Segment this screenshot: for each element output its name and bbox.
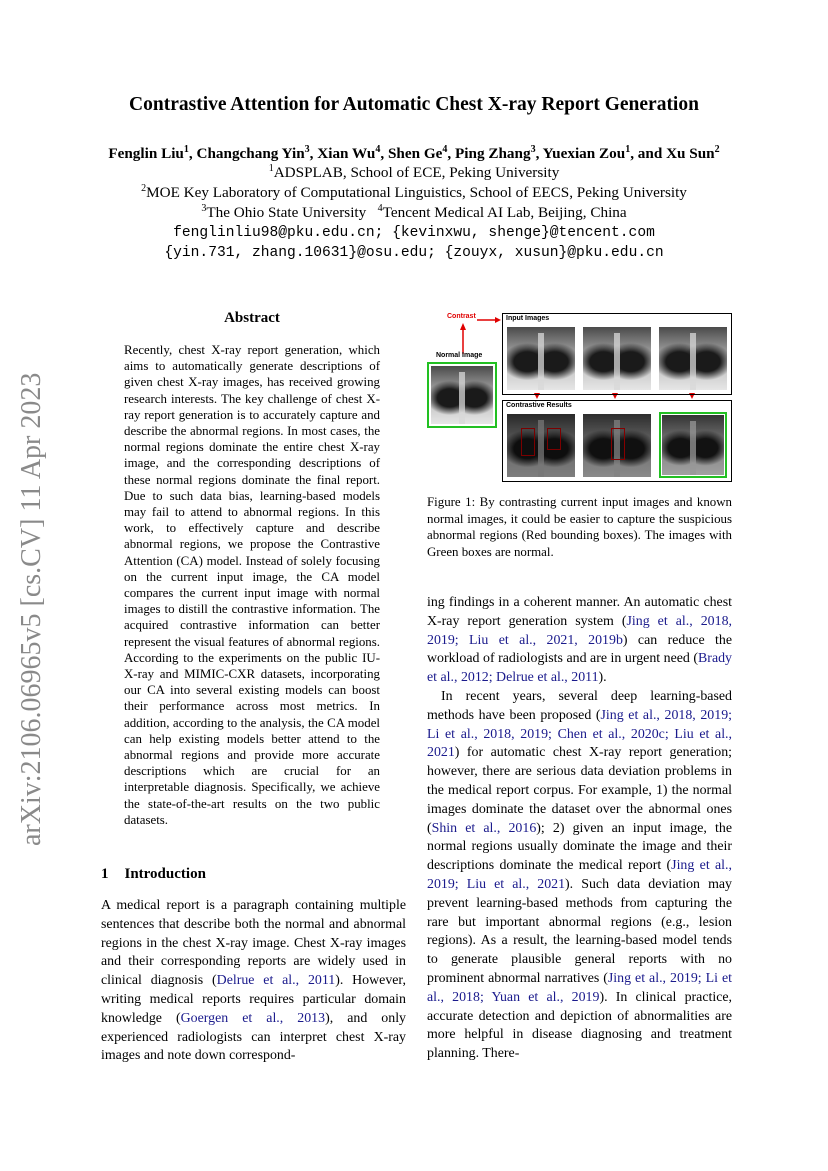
section-heading: [101, 866, 222, 883]
abnormal-box: [547, 428, 561, 450]
normal-xray-image: [431, 366, 493, 424]
affiliation-3-4: $^3$The Ohio State University $^4$Tencent Medical AI Lab, Beijing, China: [201, 202, 627, 221]
author-affiliation-mark: 4: [375, 143, 381, 155]
author-name: Ping Zhang: [455, 145, 531, 162]
affiliation-2: $^2$MOE Key Laboratory of Computational Linguistics, School of EECS, Peking University: [141, 182, 687, 201]
contrast-label: Contrast: [447, 313, 476, 320]
citation-link[interactable]: Jing et al., 2019; Liu et al., 2021: [427, 858, 732, 892]
intro-paragraph-2: In recent years, several deep learning-based methods have been proposed (Jing et al., 2018, 2019; Li et al., 2018, 2019; Chen et al., 2020c; Liu et al., 2021) for automatic chest X-ray report generation; however, there are serious data deviation problems in the medical report corpus. For example, 1) the normal images dominate the dataset over the abnormal ones (Shin et al., 2016); 2) given an input image, the normal regions usually dominate the image and their descriptions dominate the medical report (Jing et al., 2019; Liu et al., 2021). Such data deviation may prevent learning-based methods from capturing the rare but important abnormal regions (e.g., lesion regions). As a result, the learning-based model tends to generate plausible general reports with no prominent abnormal narratives (Jing et al., 2019; Li et al., 2018; Yuan et al., 2019). In clinical practice, accurate detection and depiction of abnormalities are more helpful in disease diagnosing and treatment planning. There-: [427, 688, 733, 1062]
result-xray-3: [662, 415, 724, 475]
paper-title: Contrastive Attention for Automatic Chest X-ray Report Generation: [129, 94, 699, 115]
author-name: Xian Wu: [317, 145, 376, 162]
input-xray-2: [583, 327, 651, 390]
author-affiliation-mark: 4: [442, 143, 448, 155]
citation-link[interactable]: Jing et al., 2018, 2019; Li et al., 2018, 2019; Chen et al., 2020c; Liu et al., 2021: [427, 707, 733, 761]
email-line-1: fenglinliu98@pku.edu.cn; {kevinxwu, shenge}@tencent.com: [173, 225, 655, 241]
citation-link[interactable]: Goergen et al., 2013: [180, 1010, 326, 1026]
citation-link[interactable]: Jing et al., 2018, 2019; Liu et al., 2021, 2019b: [427, 613, 732, 648]
affiliation-1: $^1$ADSPLAB, School of ECE, Peking University: [268, 162, 560, 181]
author-affiliation-mark: 3: [304, 143, 310, 155]
intro-paragraph-1-continued: ing findings in a coherent manner. An automatic chest X-ray report generation system (Jing et al., 2018, 2019; Liu et al., 2021, 2019b) can reduce the workload of radiologists and are in urgent need (Brady et al., 2012; Delrue et al., 2011).: [427, 595, 732, 686]
input-xray-1: [507, 327, 575, 390]
normal-result-frame: [659, 412, 727, 478]
normal-image-label: Normal Image: [436, 352, 483, 359]
author-affiliation-mark: 2: [714, 143, 720, 155]
author-affiliation-mark: 3: [530, 143, 536, 155]
citation-link[interactable]: Brady et al., 2012; Delrue et al., 2011: [427, 651, 732, 686]
author-affiliation-mark: 1: [625, 143, 631, 155]
left-column-text: [101, 897, 406, 1066]
abstract-heading: Abstract: [224, 310, 280, 326]
author-name: Fenglin Liu: [108, 145, 184, 162]
section-title: Introduction: [124, 866, 206, 882]
result-xray-1: [507, 414, 575, 477]
intro-paragraph-1: A medical report is a paragraph containing multiple sentences that describe both the normal and abnormal regions in the chest X-ray image. Chest X-ray images and their corresponding reports are widely used in clinical diagnosis (Delrue et al., 2011). However, writing medical reports requires particular domain knowledge (Goergen et al., 2013), and only experienced radiologists can interpret chest X-ray images and note down correspond-: [101, 898, 406, 1064]
arxiv-stamp: arXiv:2106.06965v5 [cs.CV] 11 Apr 2023: [16, 372, 47, 846]
author-name: Yuexian Zou: [542, 145, 626, 162]
right-column-text: [427, 594, 732, 1064]
input-images-panel: [502, 313, 732, 395]
email-line-2: {yin.731, zhang.10631}@osu.edu; {zouyx, xusun}@pku.edu.cn: [164, 245, 664, 261]
author-name: Changchang Yin: [196, 145, 305, 162]
input-images-label: Input Images: [506, 315, 550, 322]
contrastive-results-panel: [502, 400, 732, 482]
citation-link[interactable]: Shin et al., 2016: [431, 820, 537, 836]
citation-link[interactable]: Delrue et al., 2011: [216, 973, 336, 989]
abnormal-box: [611, 428, 625, 460]
input-xray-3: [659, 327, 727, 390]
figure-caption: Figure 1: By contrasting current input images and known normal images, it could be easier to capture the suspicious abnormal regions (Red bounding boxes). The images with Green boxes are normal.: [427, 495, 732, 559]
normal-image-frame: [427, 362, 497, 428]
contrastive-results-label: Contrastive Results: [506, 402, 572, 409]
citation-link[interactable]: Jing et al., 2019; Li et al., 2018; Yuan et al., 2019: [427, 970, 732, 1005]
author-list: Fenglin Liu$^1$, Changchang Yin$^3$, Xian Wu$^4$, Shen Ge$^4$, Ping Zhang$^3$, Yuexian Zou$^1$, and Xu Sun$^2$: [108, 143, 720, 162]
result-xray-2: [583, 414, 651, 477]
author-affiliation-mark: 1: [183, 143, 189, 155]
abstract-body: Recently, chest X-ray report generation, which aims to automatically generate descriptions of given chest X-ray images, has received growing research interests. The key challenge of chest X-ray report generation is to accurately capture and describe the abnormal regions. In most cases, the normal regions dominate the entire chest X-ray image, and the corresponding descriptions of these normal regions dominate the final report. Due to such data bias, learning-based models may fail to attend to abnormal regions. In this work, to effectively capture and describe abnormal regions, we propose the Contrastive Attention (CA) model. Instead of solely focusing on the current input image, the CA model compares the current input image with normal images to distill the contrastive information. The acquired contrastive information can better represent the visual features of abnormal regions. According to the experiments on the public IU-X-ray and MIMIC-CXR datasets, incorporating our CA into several existing models can boost their performance across most metrics. In addition, according to the analysis, the CA model can help existing models better attend to the abnormal regions and provide more accurate descriptions which are crucial for an interpretable diagnosis. Specifically, we achieve the state-of-the-art results on the two public datasets.: [124, 343, 380, 827]
abnormal-box: [521, 428, 535, 456]
section-number: 1: [101, 866, 109, 882]
author-name: Shen Ge: [387, 145, 443, 162]
author-name: Xu Sun: [666, 145, 715, 162]
figure-1: [427, 310, 732, 488]
